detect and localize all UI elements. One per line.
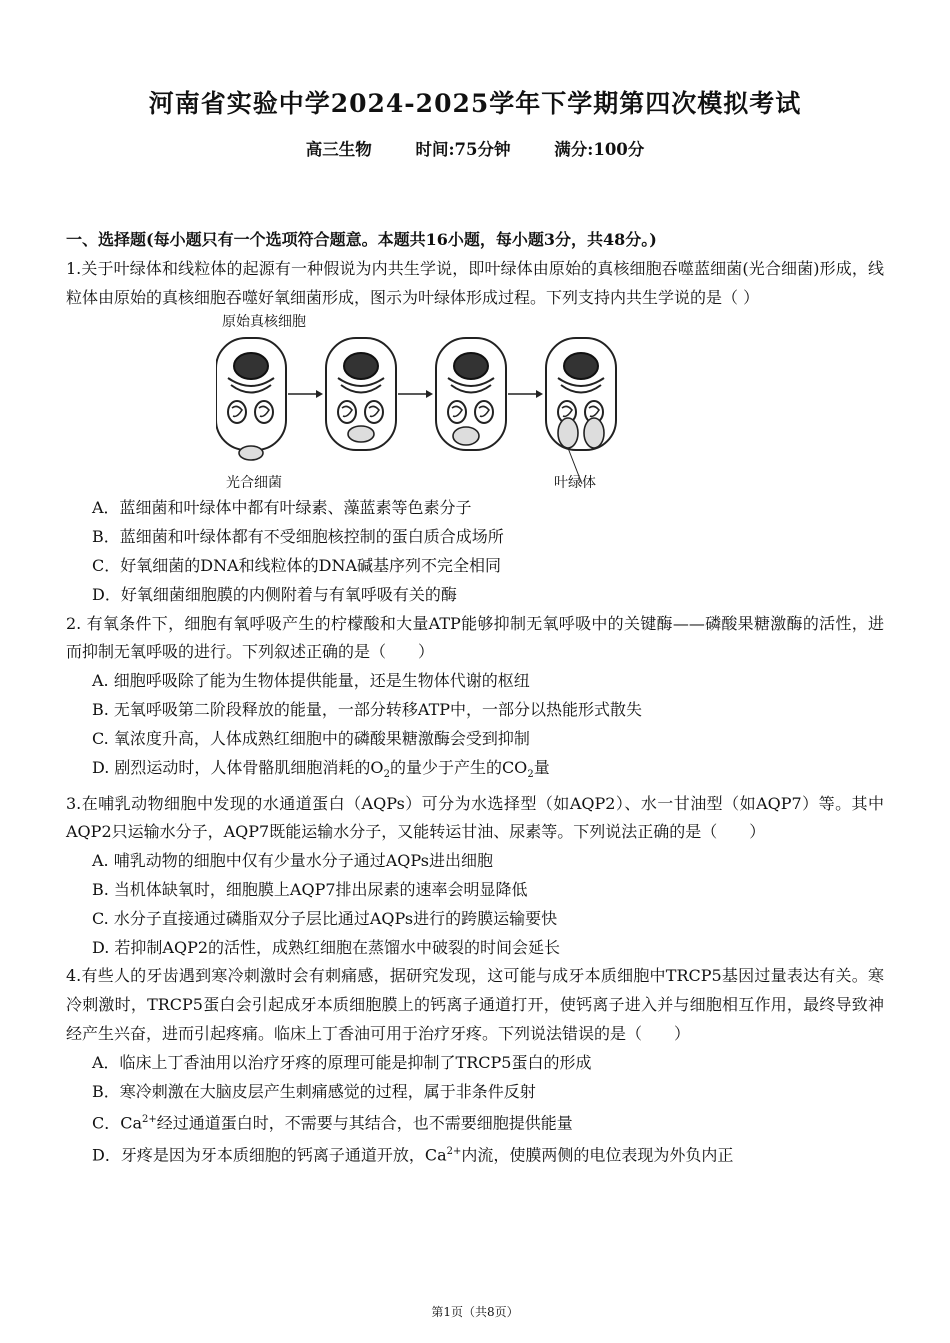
question-stem: 1.关于叶绿体和线粒体的起源有一种假说为内共生学说，即叶绿体由原始的真核细胞吞噬蓝细菌(光合细菌)形成，线粒体由原始的真核细胞吞噬好氧细菌形成，图示为叶绿体形成过程。下列支持内共生学说的是（ ） (66, 258, 884, 307)
cell-stage-1 (216, 338, 286, 460)
option-d: D. 剧烈运动时，人体骨骼肌细胞消耗的$O_2$的量少于产生的$CO_2$量 (92, 757, 550, 780)
score-label: 满分:100分 (554, 140, 645, 159)
cell-stage-4 (546, 338, 616, 484)
figure-label-chloroplast: 叶绿体 (554, 475, 596, 492)
subject-label: 高三生物 (305, 140, 372, 159)
cell-stage-2 (326, 338, 396, 450)
question-stem: 3.在哺乳动物细胞中发现的水通道蛋白（AQPs）可分为水选择型（如AQP2）、水一甘油型（如AQP7）等。其中AQP2只运输水分子，AQP7既能运输水分子，又能转运甘油、尿素等。下列说法正确的是（ ） (66, 793, 884, 842)
option-b: B．蓝细菌和叶绿体都有不受细胞核控制的蛋白质合成场所 (92, 527, 504, 547)
exam-title: 河南省实验中学2024-2025学年下学期第四次模拟考试 (148, 89, 802, 118)
option-d: D．好氧细菌细胞膜的内侧附着与有氧呼吸有关的酶 (92, 584, 457, 604)
figure-label-bacteria: 光合细菌 (226, 475, 282, 492)
cell-stage-3 (436, 338, 506, 450)
option-a: A. 哺乳动物的细胞中仅有少量水分子通过AQPs进出细胞 (92, 851, 493, 871)
question-1 (66, 255, 884, 610)
exam-info (0, 136, 950, 160)
option-b: B．寒冷刺激在大脑皮层产生刺痛感觉的过程，属于非条件反射 (92, 1081, 536, 1101)
option-a: A．临床上丁香油用以治疗牙疼的原理可能是抑制了TRCP5蛋白的形成 (92, 1052, 592, 1072)
question-stem: 2. 有氧条件下，细胞有氧呼吸产生的柠檬酸和大量ATP能够抑制无氧呼吸中的关键酶——磷酸果糖激酶的活性，进而抑制无氧呼吸的进行。下列叙述正确的是（ ） (66, 613, 884, 662)
question-stem: 4.有些人的牙齿遇到寒冷刺激时会有刺痛感，据研究发现，这可能与成牙本质细胞中TRCP5基因过量表达有关。寒冷刺激时，TRCP5蛋白会引起成牙本质细胞膜上的钙离子通道打开，使钙离子进入并与细胞相互作用，最终导致神经产生兴奋，进而引起疼痛。临床上丁香油可用于治疗牙疼。下列说法错误的是（ ） (66, 966, 884, 1043)
page-number: 第1页（共8页） (431, 1305, 519, 1319)
page-content (66, 226, 884, 1171)
option-c: C．好氧细菌的DNA和线粒体的DNA碱基序列不完全相同 (92, 555, 502, 575)
option-c: C. 氧浓度升高，人体成熟红细胞中的磷酸果糖激酶会受到抑制 (92, 728, 530, 748)
figure-label-eukaryote: 原始真核细胞 (222, 314, 306, 331)
option-a: A. 细胞呼吸除了能为生物体提供能量，还是生物体代谢的枢纽 (92, 671, 530, 691)
time-label: 时间:75分钟 (415, 140, 511, 159)
cell-diagram (216, 314, 646, 494)
option-c: C．$Ca^{2+}$经过通道蛋白时，不需要与其结合，也不需要细胞提供能量 (92, 1113, 573, 1133)
section-heading: 一、选择题(每小题只有一个选项符合题意。本题共16小题，每小题3分，共48分。) (66, 230, 657, 249)
option-b: B. 当机体缺氧时，细胞膜上AQP7排出尿素的速率会明显降低 (92, 879, 528, 899)
option-a: A．蓝细菌和叶绿体中都有叶绿素、藻蓝素等色素分子 (92, 498, 472, 518)
option-c: C. 水分子直接通过磷脂双分子层比通过AQPs进行的跨膜运输要快 (92, 908, 558, 928)
chloroplast-origin-figure (66, 314, 884, 494)
question-4 (66, 962, 884, 1170)
option-b: B. 无氧呼吸第二阶段释放的能量，一部分转移ATP中，一部分以热能形式散失 (92, 699, 643, 719)
option-d: D．牙疼是因为牙本质细胞的钙离子通道开放，$Ca^{2+}$内流，使膜两侧的电位表现为外负内正 (92, 1145, 734, 1165)
question-2 (66, 610, 884, 790)
question-3 (66, 790, 884, 963)
option-d: D. 若抑制AQP2的活性，成熟红细胞在蒸馏水中破裂的时间会延长 (92, 937, 561, 957)
